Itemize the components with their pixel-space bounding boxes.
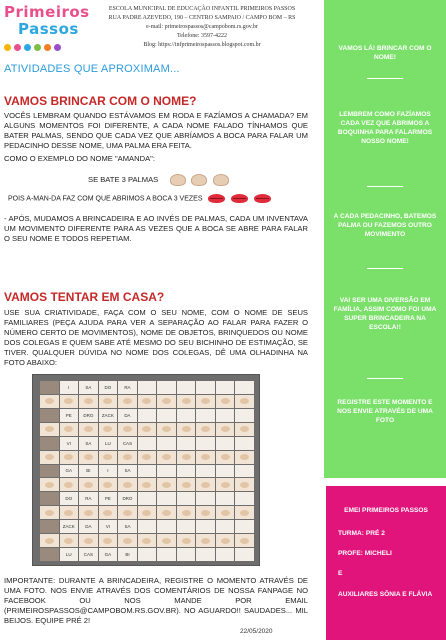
info-and: E: [338, 570, 343, 577]
blank-card: [157, 492, 176, 505]
clap-hands-icon: [170, 174, 186, 186]
clap-hand-card: [118, 534, 137, 547]
class-info-box: [326, 486, 446, 640]
blank-card: [235, 492, 254, 505]
clap-hand-card: [138, 423, 157, 436]
clap-hand-card: [235, 395, 254, 408]
clap-hand-card: [138, 506, 157, 519]
blank-card: [235, 465, 254, 478]
clap-hand-card: [196, 478, 215, 491]
syllable-card: LU: [60, 548, 79, 561]
syllable-card: DO: [99, 381, 118, 394]
syllable-card: ZACK: [60, 520, 79, 533]
sidebar-message-2: LEMBREM COMO FAZÍAMOS CADA VEZ QUE ABRIMOS A BOQUINHA PARA FALARMOS NOSSO NOME!: [337, 111, 433, 145]
clap-hand-card: [118, 451, 137, 464]
sidebar-message-4: VAI SER UMA DIVERSÃO EM FAMÍLIA, ASSIM COMO FOI UMA SUPER BRINCADEIRA NA ESCOLA!!: [333, 297, 437, 331]
clap-hand-card: [138, 395, 157, 408]
blank-card: [216, 548, 235, 561]
clap-hand-card: [177, 534, 196, 547]
syllable-card: ZACK: [99, 409, 118, 422]
clap-hands-icon: [213, 174, 229, 186]
clap-hand-card: [118, 423, 137, 436]
child-photo: [40, 409, 59, 422]
intro-paragraph: VOCÊS LEMBRAM QUANDO ESTÁVAMOS EM RODA E FAZÍAMOS A CHAMADA? EM ALGUNS MOMENTOS FOI DIFERENTE, A CADA NOME FALADO TÍNHAMOS QUE BATER PALMAS, SENDO QUE CADA VEZ QUE ABRÍAMOS A BOCA PARA FALAR UM PEDACINHO DESSE NOME, UMA PALMA ERA FEITA.: [4, 111, 308, 150]
syllable-card: VI: [99, 520, 118, 533]
clap-hand-card: [40, 395, 59, 408]
blank-card: [138, 548, 157, 561]
syllable-card: GA: [99, 548, 118, 561]
blank-card: [235, 437, 254, 450]
blank-card: [138, 520, 157, 533]
clap-hand-card: [60, 506, 79, 519]
clap-hand-card: [40, 451, 59, 464]
syllable-card: DRO: [118, 492, 137, 505]
school-logo: [4, 3, 90, 52]
clap-hand-card: [235, 506, 254, 519]
clap-hand-card: [60, 478, 79, 491]
clap-hand-card: [99, 451, 118, 464]
clap-hand-card: [40, 423, 59, 436]
sidebar-message-3: A CADA PEDACINHO, BATEMOS PALMA OU FAZEMOS OUTRO MOVIMENTO: [333, 213, 437, 238]
syllable-card: RA: [118, 381, 137, 394]
clap-hand-card: [40, 478, 59, 491]
clap-hand-card: [177, 423, 196, 436]
clap-hand-card: [79, 451, 98, 464]
section-title-play-name: VAMOS BRINCAR COM O NOME?: [4, 94, 197, 108]
syllable-card: GA: [60, 465, 79, 478]
blank-card: [216, 381, 235, 394]
clap-hand-card: [79, 506, 98, 519]
clap-hand-card: [196, 506, 215, 519]
clap-hand-card: [118, 478, 137, 491]
blank-card: [177, 492, 196, 505]
clap-hand-card: [118, 395, 137, 408]
clap-hand-card: [40, 506, 59, 519]
clap-hand-card: [177, 506, 196, 519]
mouth-example-row: [8, 194, 318, 204]
green-sidebar: [324, 0, 446, 478]
school-blog-link[interactable]: Blog: https://infprimeirospassos.blogspot.com.br: [143, 42, 261, 48]
clap-hand-card: [196, 534, 215, 547]
name-card-grid: [40, 381, 254, 561]
clap-hand-card: [99, 423, 118, 436]
child-photo: [40, 492, 59, 505]
clap-hand-card: [235, 451, 254, 464]
school-name: ESCOLA MUNICIPAL DE EDUCAÇÃO INFANTIL PRIMEIROS PASSOS: [108, 6, 296, 12]
clap-example-text: SE BATE 3 PALMAS: [88, 175, 159, 184]
lips-icon: [254, 194, 271, 203]
syllable-card: CAS: [118, 437, 137, 450]
blank-card: [177, 437, 196, 450]
clap-hand-card: [118, 506, 137, 519]
syllable-card: VI: [60, 437, 79, 450]
syllable-card: SA: [118, 520, 137, 533]
blank-card: [138, 492, 157, 505]
child-photo: [40, 520, 59, 533]
child-photo: [40, 437, 59, 450]
page-header: [0, 0, 320, 58]
blank-card: [138, 437, 157, 450]
blank-card: [157, 409, 176, 422]
clap-hand-card: [216, 451, 235, 464]
syllable-card: CAS: [79, 548, 98, 561]
syllable-card: I: [99, 465, 118, 478]
classmates-names-photo: [32, 374, 260, 566]
info-teacher: PROFE: MICHELI: [338, 550, 392, 557]
blank-card: [157, 548, 176, 561]
clap-hand-card: [216, 506, 235, 519]
school-phone: Telefone: 3597-4222: [176, 33, 228, 39]
lips-icon: [231, 194, 248, 203]
example-text: COMO O EXEMPLO DO NOME "AMANDA":: [4, 154, 155, 163]
blank-card: [196, 520, 215, 533]
school-email: e-mail: primeirospassos@campobom.rs.gov.br: [146, 24, 258, 30]
syllable-card: BI: [79, 465, 98, 478]
clap-hand-card: [60, 534, 79, 547]
sidebar-divider: [367, 268, 403, 269]
clap-hand-card: [216, 395, 235, 408]
clap-hand-card: [196, 451, 215, 464]
blank-card: [196, 465, 215, 478]
clap-hand-card: [177, 478, 196, 491]
clap-hand-card: [138, 534, 157, 547]
clap-hand-card: [138, 478, 157, 491]
clap-hand-card: [79, 534, 98, 547]
clap-hand-card: [157, 395, 176, 408]
syllable-card: DA: [79, 520, 98, 533]
blank-card: [216, 465, 235, 478]
clap-hand-card: [216, 423, 235, 436]
mouth-example-text: POIS A-MAN-DA FAZ COM QUE ABRIMOS A BOCA 3 VEZES: [8, 195, 203, 203]
child-photo: [40, 465, 59, 478]
sidebar-message-5: REGISTRE ESTE MOMENTO E NOS ENVIE ATRAVÉS DE UMA FOTO: [337, 399, 433, 424]
clap-hand-card: [60, 423, 79, 436]
clap-hand-card: [99, 395, 118, 408]
syllable-card: BI: [118, 548, 137, 561]
after-paragraph: - APÓS, MUDAMOS A BRINCADEIRA E AO INVÉS DE PALMAS, CADA UM INVENTAVA UM MOVIMENTO DIFERENTE PARA AS VEZES QUE A BOCA SE ABRE PARA FALAR O SEU NOME E TODOS REPETIAM.: [4, 214, 308, 243]
important-paragraph: IMPORTANTE: DURANTE A BRINCADEIRA, REGISTRE O MOMENTO ATRAVÉS DE UMA FOTO. NOS ENVIE ATRAVÉS DOS COMENTÁRIOS DE NOSSA FANPAGE NO FACEBOOK OU NOS MANDE POR EMAIL (PRIMEIROSPASSOS@CAMPOBOM.RS.GOV.BR). NO AGUARDO!! SAUDADES... MIL BEIJOS. EQUIPE PRÉ 2!: [4, 576, 308, 625]
blank-card: [177, 520, 196, 533]
clap-hand-card: [216, 534, 235, 547]
clap-hand-card: [235, 478, 254, 491]
logo-footprints-icon: [4, 38, 78, 50]
clap-hand-card: [157, 534, 176, 547]
clap-hand-card: [138, 451, 157, 464]
syllable-card: RA: [79, 492, 98, 505]
clap-hand-card: [99, 478, 118, 491]
clap-example-row: [88, 174, 288, 186]
blank-card: [196, 381, 215, 394]
clap-hand-card: [40, 534, 59, 547]
section-title-try-home: VAMOS TENTAR EM CASA?: [4, 290, 165, 304]
syllable-card: PE: [99, 492, 118, 505]
clap-hand-card: [157, 478, 176, 491]
clap-hand-card: [79, 478, 98, 491]
blank-card: [138, 465, 157, 478]
child-photo: [40, 381, 59, 394]
clap-hand-card: [216, 478, 235, 491]
syllable-card: DO: [60, 492, 79, 505]
blank-card: [235, 520, 254, 533]
blank-card: [138, 381, 157, 394]
blank-card: [157, 520, 176, 533]
blank-card: [216, 437, 235, 450]
blank-card: [157, 381, 176, 394]
syllable-card: SA: [79, 381, 98, 394]
syllable-card: DRO: [79, 409, 98, 422]
lips-icon: [208, 194, 225, 203]
clap-hand-card: [157, 451, 176, 464]
child-photo: [40, 548, 59, 561]
clap-hand-card: [177, 451, 196, 464]
clap-hand-card: [99, 534, 118, 547]
activities-title: ATIVIDADES QUE APROXIMAM...: [4, 63, 180, 75]
blank-card: [157, 465, 176, 478]
info-class: TURMA: PRÉ 2: [338, 530, 385, 537]
clap-hand-card: [79, 395, 98, 408]
clap-hand-card: [99, 506, 118, 519]
syllable-card: DA: [118, 409, 137, 422]
blank-card: [216, 520, 235, 533]
syllable-card: I: [60, 381, 79, 394]
sidebar-message-1: VAMOS LÁ! BRINCAR COM O NOME!: [338, 45, 432, 61]
syllable-card: PE: [60, 409, 79, 422]
syllable-card: SA: [79, 437, 98, 450]
blank-card: [177, 465, 196, 478]
clap-hand-card: [79, 423, 98, 436]
syllable-card: LU: [99, 437, 118, 450]
logo-line-2: Passos: [18, 20, 79, 38]
clap-hand-card: [157, 423, 176, 436]
clap-hand-card: [157, 506, 176, 519]
school-address: RUA PADRE AZEVEDO, 190 – CENTRO SAMPAIO / CAMPO BOM – RS: [108, 15, 296, 21]
clap-hand-card: [177, 395, 196, 408]
blank-card: [196, 437, 215, 450]
blank-card: [177, 409, 196, 422]
info-school: EMEI PRIMEIROS PASSOS: [344, 507, 428, 514]
blank-card: [157, 437, 176, 450]
blank-card: [216, 409, 235, 422]
blank-card: [177, 381, 196, 394]
blank-card: [196, 548, 215, 561]
blank-card: [216, 492, 235, 505]
syllable-card: SA: [118, 465, 137, 478]
sidebar-divider: [367, 78, 403, 79]
blank-card: [235, 548, 254, 561]
page-date: 22/05/2020: [240, 628, 273, 635]
logo-line-1: Primeiros: [4, 3, 90, 21]
clap-hand-card: [60, 451, 79, 464]
clap-hand-card: [196, 395, 215, 408]
clap-hand-card: [196, 423, 215, 436]
sidebar-divider: [367, 378, 403, 379]
sidebar-divider: [367, 186, 403, 187]
blank-card: [196, 492, 215, 505]
blank-card: [235, 409, 254, 422]
info-auxiliaries: AUXILIARES SÔNIA E FLÁVIA: [338, 591, 433, 598]
clap-hand-card: [235, 534, 254, 547]
clap-hand-card: [235, 423, 254, 436]
blank-card: [138, 409, 157, 422]
clap-hands-icon: [191, 174, 207, 186]
blank-card: [177, 548, 196, 561]
clap-hand-card: [60, 395, 79, 408]
blank-card: [235, 381, 254, 394]
blank-card: [196, 409, 215, 422]
school-info: [84, 5, 320, 50]
try-home-paragraph: USE SUA CRIATIVIDADE, FAÇA COM O SEU NOME, COM O NOME DE SEUS FAMILIARES (PEÇA AJUDA PARA VER A SEPARAÇÃO AO FALAR PARA FAZER O NÚMERO CERTO DE MOVIMENTOS), NOME DE OBJETOS, BRINQUEDOS OU NOME DOS COLEGAS E QUEM SABE ATÉ MESMO DO SEU BICHINHO DE ESTIMAÇÃO, SE TIVER. QUALQUER DÚVIDA NO NOME DOS COLEGAS, DÊ UMA OLHADINHA NA FOTO ABAIXO:: [4, 308, 308, 367]
